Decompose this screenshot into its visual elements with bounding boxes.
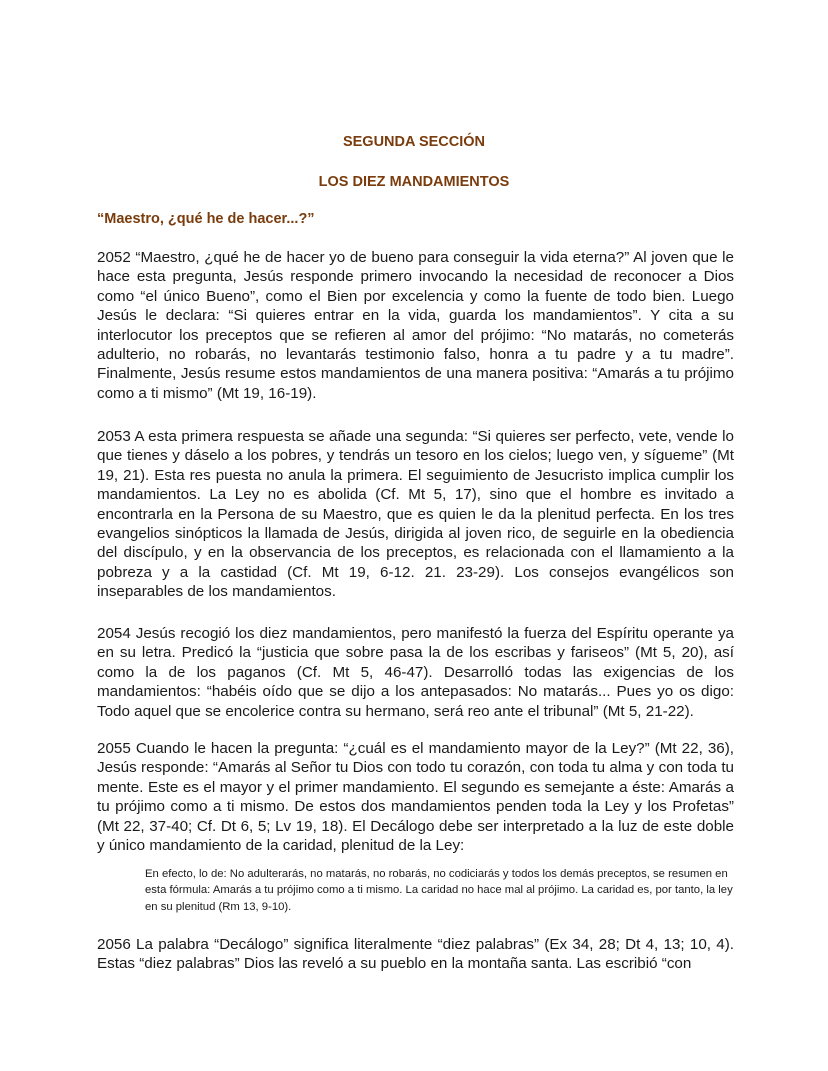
section-title: SEGUNDA SECCIÓN (342, 134, 486, 150)
paragraph-2056: 2056 La palabra “Decálogo” significa literalmente “diez palabras” (Ex 34, 28; Dt 4, 13; 10, 4). Estas “diez palabras” Dios las reveló a su pueblo en la montaña santa. Las escribió “con (97, 936, 734, 973)
paragraph-2055: 2055 Cuando le hacen la pregunta: “¿cuál es el mandamiento mayor de la Ley?” (Mt 22, 36), Jesús responde: “Amarás al Señor tu Dios con todo tu corazón, con toda tu alma y con toda tu mente. Este es el mayor y el primer mandamiento. El segundo es semejante a éste: Amarás a tu prójimo como a ti mismo. De estos dos mandamientos penden toda la Ley y los Profetas” (Mt 22, 37-40; Cf. Dt 6, 5; Lv 19, 18). El Decálogo debe ser interpretado a la luz de este doble y único mandamiento de la caridad, plenitud de la Ley: (97, 740, 734, 855)
paragraph-2054: 2054 Jesús recogió los diez mandamientos, pero manifestó la fuerza del Espíritu operante ya en su letra. Predicó la “justicia que sobre pasa la de los escribas y fariseos” (Mt 5, 20), así como la de los paganos (Cf. Mt 5, 46-47). Desarrolló todas las exigencias de los mandamientos: “habéis oído que se dijo a los antepasados: No matarás... Pues yo os digo: Todo aquel que se encolerice contra su hermano, será reo ante el tribunal” (Mt 5, 21-22). (97, 625, 734, 720)
paragraph-2052: 2052 “Maestro, ¿qué he de hacer yo de bueno para conseguir la vida eterna?” Al joven que le hace esta pregunta, Jesús responde primero invocando la necesidad de reconocer a Dios como “el único Bueno”, como el Bien por excelencia y como la fuente de todo bien. Luego Jesús le declara: “Si quieres entrar en la vida, guarda los mandamientos”. Y cita a su interlocutor los preceptos que se refieren al amor del prójimo: “No matarás, no cometerás adulterio, no robarás, no levantarás testimonio falso, honra a tu padre y a tu madre”. Finalmente, Jesús resume estos mandamientos de una manera positiva: “Amarás a tu prójimo como a ti mismo” (Mt 19, 16-19). (97, 249, 734, 402)
block-quote: En efecto, lo de: No adulterarás, no matarás, no robarás, no codiciarás y todos los demás preceptos, se resumen en esta fórmula: Amarás a tu prójimo como a ti mismo. La caridad no hace mal al prójimo. La caridad es, por tanto, la ley en su plenitud (Rm 13, 9-10). (145, 868, 733, 913)
paragraph-2053: 2053 A esta primera respuesta se añade una segunda: “Si quieres ser perfecto, vete, vende lo que tienes y dáselo a los pobres, y tendrás un tesoro en los cielos; luego ven, y sígueme” (Mt 19, 21). Esta res puesta no anula la primera. El seguimiento de Jesucristo implica cumplir los mandamientos. La Ley no es abolida (Cf. Mt 5, 17), sino que el hombre es invitado a encontrarla en la Persona de su Maestro, que es quien le da la plenitud perfecta. En los tres evangelios sinópticos la llamada de Jesús, dirigida al joven rico, de seguirle en la obediencia del discípulo, y en la observancia de los preceptos, es relacionada con el llamamiento a la pobreza y a la castidad (Cf. Mt 19, 6-12. 21. 23-29). Los consejos evangélicos son inseparables de los mandamientos. (97, 428, 734, 601)
main-title: LOS DIEZ MANDAMIENTOS (318, 174, 510, 190)
subheading: “Maestro, ¿qué he de hacer...?” (97, 211, 315, 227)
